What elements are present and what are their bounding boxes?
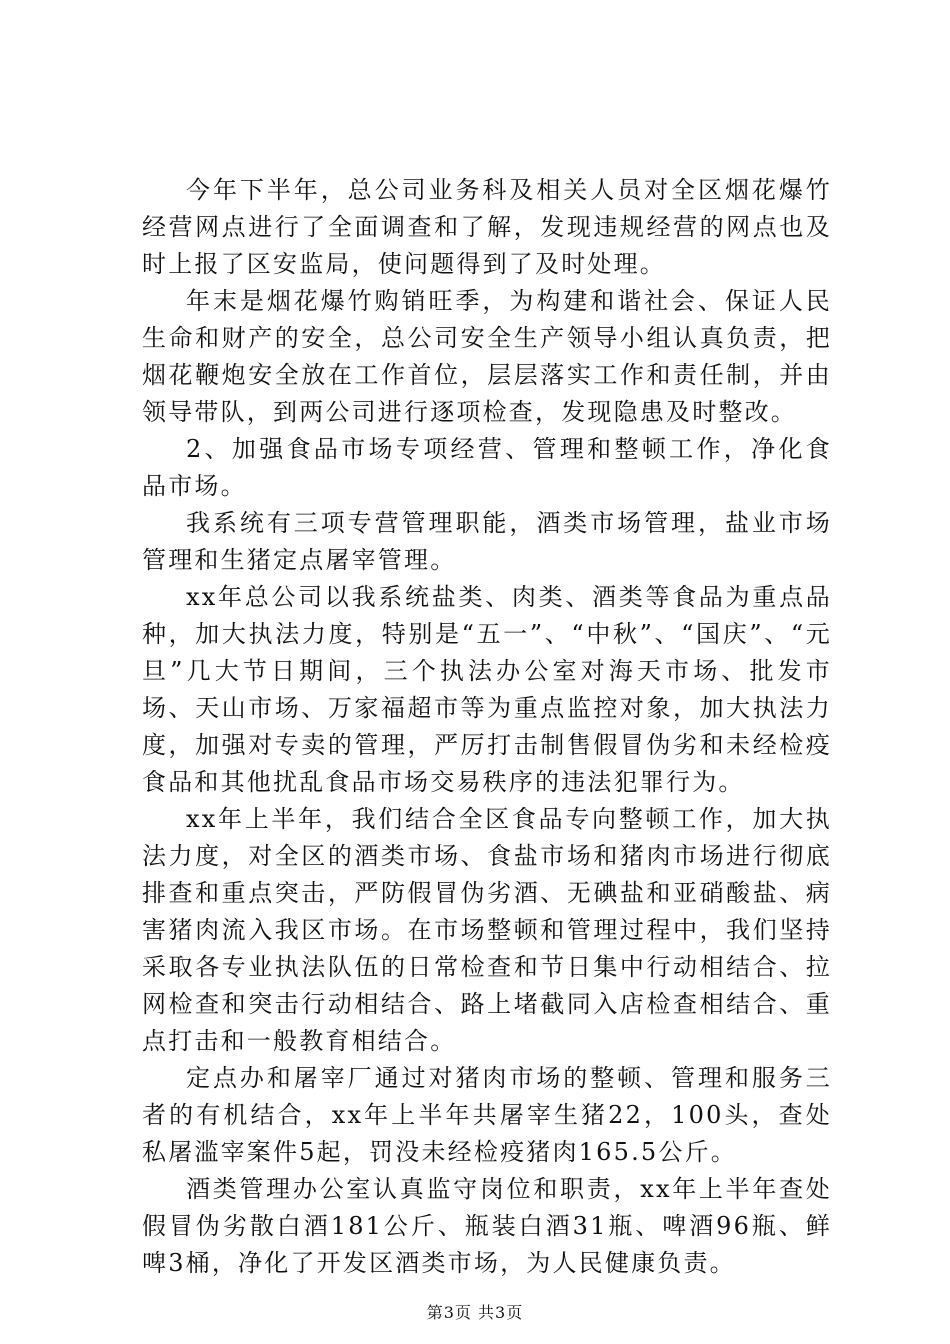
paragraph-first-half-rectification: xx年上半年，我们结合全区食品专向整顿工作，加大执法力度，对全区的酒类市场、食盐市场和猪肉市场进行彻底排查和重点突击，严防假冒伪劣酒、无碘盐和亚硝酸盐、病害猪肉流入我区市场。在市场整顿和管理过程中，我们坚持采取各专业执法队伍的日常检查和节日集中行动相结合、拉网检查和突击行动相结合、路上堵截同入店检查相结合、重点打击和一般教育相结合。 [142, 805, 832, 1055]
paragraph-management-functions: 我系统有三项专营管理职能，酒类市场管理，盐业市场管理和生猪定点屠宰管理。 [142, 509, 832, 574]
document-body [142, 172, 832, 1282]
paragraph-enforcement-holidays: xx年总公司以我系统盐类、肉类、酒类等食品为重点品种，加大执法力度，特别是“五一”、“中秋”、“国庆”、“元旦”几大节日期间，三个执法办公室对海天市场、批发市场、天山市场、万家福超市等为重点监控对象，加大执法力度，加强对专卖的管理，严厉打击制售假冒伪劣和未经检疫食品和其他扰乱食品市场交易秩序的违法犯罪行为。 [142, 583, 832, 796]
paragraph-year-end-safety: 年末是烟花爆竹购销旺季，为构建和谐社会、保证人民生命和财产的安全，总公司安全生产领导小组认真负责，把烟花鞭炮安全放在工作首位，层层落实工作和责任制，并由领导带队，到两公司进行逐项检查，发现隐患及时整改。 [142, 287, 832, 426]
paragraph-liquor-office: 酒类管理办公室认真监守岗位和职责，xx年上半年查处假冒伪劣散白酒181公斤、瓶装白酒31瓶、啤酒96瓶、鲜啤3桶，净化了开发区酒类市场，为人民健康负责。 [142, 1175, 832, 1277]
paragraph-section-heading-food-market: 2、加强食品市场专项经营、管理和整顿工作，净化食品市场。 [142, 435, 832, 500]
paragraph-slaughter-statistics: 定点办和屠宰厂通过对猪肉市场的整顿、管理和服务三者的有机结合，xx年上半年共屠宰生猪22，100头，查处私屠滥宰案件5起，罚没未经检疫猪肉165.5公斤。 [142, 1064, 832, 1166]
paragraph-fireworks-inspection: 今年下半年，总公司业务科及相关人员对全区烟花爆竹经营网点进行了全面调查和了解，发现违规经营的网点也及时上报了区安监局，使问题得到了及时处理。 [142, 176, 832, 278]
page-number-footer: 第3页 共3页 [426, 1303, 524, 1322]
